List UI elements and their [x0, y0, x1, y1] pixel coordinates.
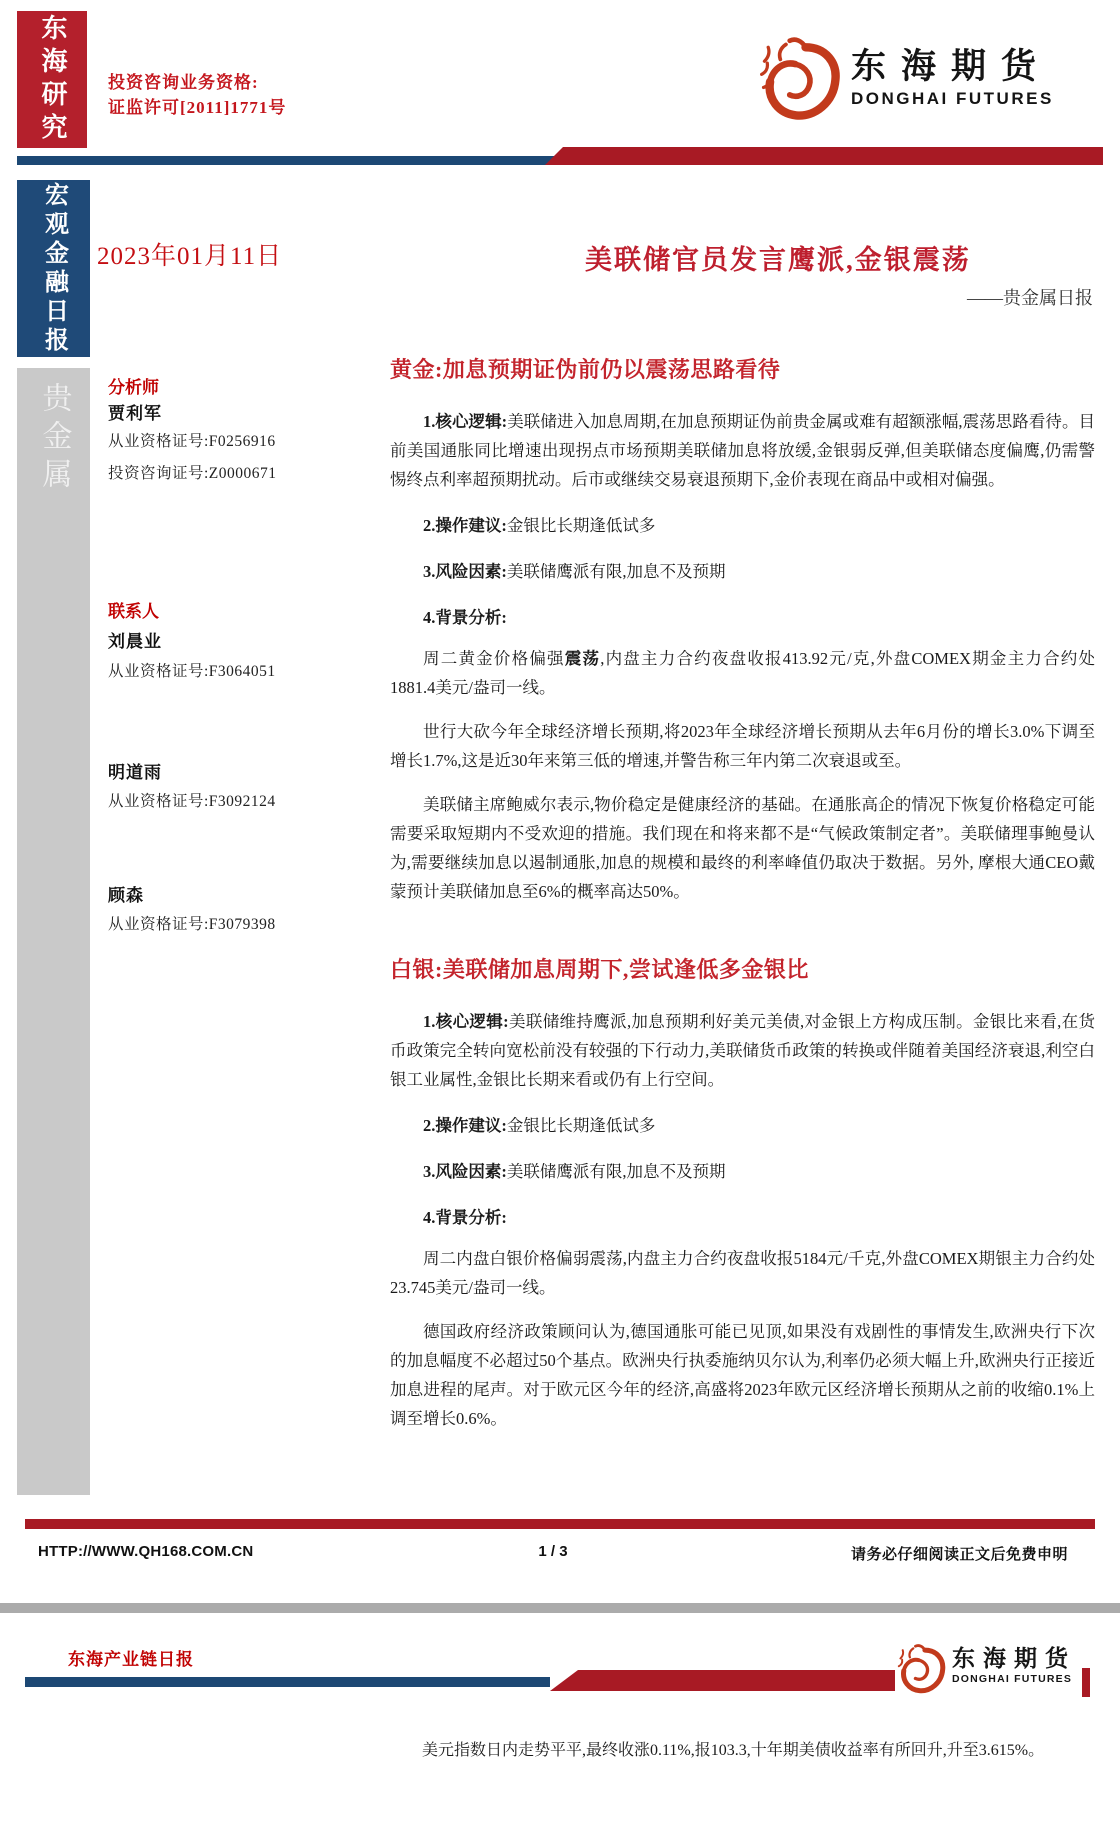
silver-advice: 2.操作建议:金银比长期逢低试多 — [423, 1116, 656, 1135]
footer-divider-bar — [25, 1519, 1095, 1529]
silver-core-logic: 1.核心逻辑:美联储维持鹰派,加息预期利好美元美债,对金银上方构成压制。金银比来看,在货币政策完全转向宽松前没有较强的下行动力,美联储货币政策的转换或伴随着美国经济衰退,利空白银工业属性,金银比长期来看或仍有上行空间。 — [390, 1012, 1096, 1089]
gold-risk: 3.风险因素:美联储鹰派有限,加息不及预期 — [423, 562, 726, 581]
logo-company-name-cn: 东海期货 — [952, 1646, 1076, 1671]
sidebar-category-label: 贵金属 — [37, 382, 71, 496]
page2-company-logo — [896, 1641, 1076, 1697]
gold-core-logic: 1.核心逻辑:美联储进入加息周期,在加息预期证伪前贵金属或难有超额涨幅,震荡思路看待。目前美国通胀同比增速出现拐点市场预期美联储加息将放缓,金银弱反弹,但美联储态度偏鹰,仍需警惕终点利率超预期扰动。后市或继续交易衰退预期下,金价表现在商品中或相对偏强。 — [390, 412, 1095, 489]
qualification-line2: 证监许可[2011]1771号 — [108, 98, 287, 117]
report-date: 2023年01月11日 — [97, 243, 283, 270]
qualification-text — [108, 70, 286, 120]
contact-name: 明道雨 — [108, 763, 162, 782]
logo-company-name-en: DONGHAI FUTURES — [851, 88, 1054, 108]
analyst-cert-1: 从业资格证号:F0256916 — [108, 433, 276, 450]
gold-background-para-3: 美联储主席鲍威尔表示,物价稳定是健康经济的基础。在通胀高企的情况下恢复价格稳定可能需要采取短期内不受欢迎的措施。我们现在和将来都不是“气候政策制定者”。美联储理事鲍曼认为,需要继续加息以遏制通胀,加息的规模和最终的利率峰值仍取决于数据。另外, 摩根大通CEO戴蒙预计美联储加息至6%的概率高达50%。 — [390, 795, 1095, 901]
analyst-label: 分析师 — [108, 378, 159, 397]
logo-company-name-cn: 东海期货 — [851, 47, 1052, 86]
qualification-line1: 投资咨询业务资格: — [108, 73, 259, 92]
gold-background-label: 4.背景分析: — [423, 608, 507, 627]
footer-page-number: 1 / 3 — [538, 1543, 568, 1560]
page-separator — [0, 1603, 1120, 1613]
gold-advice: 2.操作建议:金银比长期逢低试多 — [423, 516, 656, 535]
footer-website-url: HTTP://WWW.QH168.COM.CN — [38, 1543, 254, 1560]
contact-label: 联系人 — [108, 602, 159, 621]
silver-core-logic-label: 1.核心逻辑: — [423, 1012, 509, 1031]
dragon-logo-icon — [757, 30, 841, 128]
header-divider-blue — [17, 156, 562, 165]
page2-divider-red — [550, 1670, 895, 1691]
report-body — [390, 356, 1095, 1433]
silver-section-heading: 白银:美联储加息周期下,尝试逢低多金银比 — [390, 957, 809, 982]
dragon-logo-icon — [896, 1641, 946, 1697]
company-logo — [757, 30, 1054, 128]
page2-divider-end-tick — [1082, 1668, 1090, 1697]
gold-background-para-1: 周二黄金价格偏强震荡,内盘主力合约夜盘收报413.92元/克,外盘COMEX期金主力合约处1881.4美元/盎司一线。 — [390, 649, 1096, 697]
header-divider-red — [545, 147, 1103, 165]
gold-section-heading: 黄金:加息预期证伪前仍以震荡思路看待 — [390, 357, 781, 382]
gold-core-logic-label: 1.核心逻辑: — [423, 412, 508, 431]
page2-body-paragraph: 美元指数日内走势平平,最终收涨0.11%,报103.3,十年期美债收益率有所回升,升至3.615%。 — [422, 1742, 1045, 1759]
sidebar-report-series-label: 宏观金融日报 — [40, 181, 67, 356]
contact-cert: 从业资格证号:F3064051 — [108, 663, 276, 680]
silver-risk: 3.风险因素:美联储鹰派有限,加息不及预期 — [423, 1162, 726, 1181]
contact-cert: 从业资格证号:F3092124 — [108, 793, 276, 810]
logo-company-name-en: DONGHAI FUTURES — [952, 1673, 1073, 1686]
contact-name: 顾森 — [108, 886, 144, 905]
sidebar-report-series — [17, 180, 90, 357]
analyst-cert-2: 投资咨询证号:Z0000671 — [108, 465, 277, 482]
footer — [38, 1543, 1068, 1561]
research-brand-box — [17, 11, 87, 148]
silver-background-para-2: 德国政府经济政策顾问认为,德国通胀可能已见顶,如果没有戏剧性的事情发生,欧洲央行下次的加息幅度不必超过50个基点。欧洲央行执委施纳贝尔认为,利率仍必须大幅上升,欧洲央行正接近加息进程的尾声。对于欧元区今年的经济,高盛将2023年欧元区经济增长预期从之前的收缩0.1%上调至增长0.6%。 — [390, 1322, 1096, 1428]
report-title: 美联储官员发言鹰派,金银震荡 — [585, 245, 971, 275]
page2-report-title: 东海产业链日报 — [68, 1650, 194, 1669]
contact-cert: 从业资格证号:F3079398 — [108, 916, 276, 933]
sidebar-category — [17, 368, 90, 1495]
analyst-name: 贾利军 — [108, 404, 162, 423]
silver-background-para-1: 周二内盘白银价格偏弱震荡,内盘主力合约夜盘收报5184元/千克,外盘COMEX期银主力合约处23.745美元/盎司一线。 — [390, 1249, 1095, 1297]
silver-background-label: 4.背景分析: — [423, 1208, 507, 1227]
footer-disclaimer-notice: 请务必仔细阅读正文后免费申明 — [850, 1546, 1068, 1563]
research-brand-label: 东海研究 — [38, 13, 67, 146]
gold-background-para-2: 世行大砍今年全球经济增长预期,将2023年全球经济增长预期从去年6月份的增长3.0%下调至增长1.7%,这是近30年来第三低的增速,并警告称三年内第二次衰退或至。 — [390, 722, 1095, 770]
report-subtitle: ——贵金属日报 — [967, 288, 1093, 308]
page2-divider-blue — [25, 1677, 550, 1687]
contact-name: 刘晨业 — [108, 632, 162, 651]
